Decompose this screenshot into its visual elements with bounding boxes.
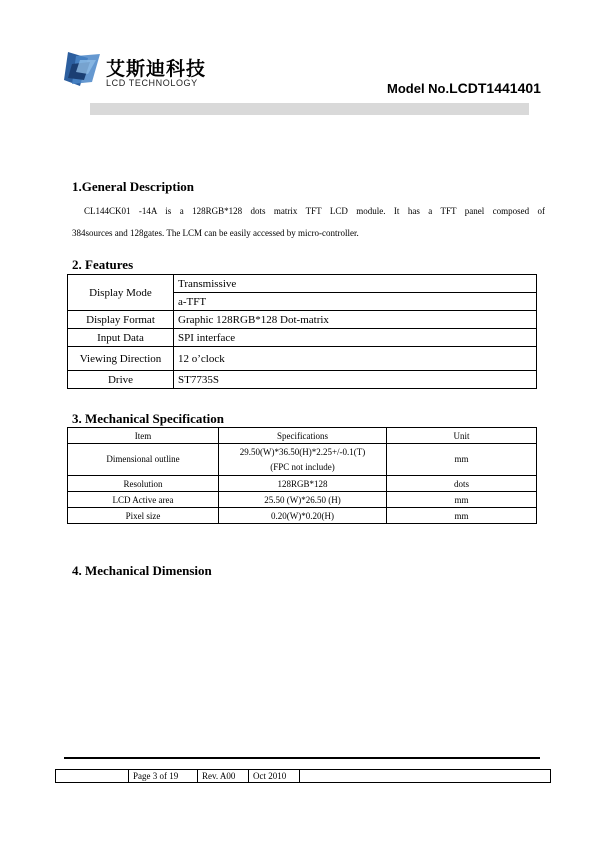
table-row: [68, 275, 537, 293]
description-line-1: CL144CK01 -14A is a 128RGB*128 dots matrix TFT LCD module. It has a TFT panel composed of: [84, 206, 545, 216]
table-row: [68, 476, 537, 492]
feature-value: 12 o’clock: [174, 347, 537, 371]
model-value: LCDT1441401: [449, 80, 541, 96]
footer-empty-cell: [56, 770, 129, 783]
spec-item: Resolution: [68, 476, 219, 492]
general-description-text: [72, 200, 545, 244]
table-header-row: [68, 428, 537, 444]
footer-page: Page 3 of 19: [129, 770, 198, 783]
model-label: Model No.: [387, 81, 450, 96]
footer-revision: Rev. A00: [198, 770, 249, 783]
column-header-unit: Unit: [387, 428, 537, 444]
header-divider-bar: [90, 103, 529, 115]
footer-table: [55, 769, 551, 783]
feature-label: Display Mode: [68, 275, 174, 311]
table-row: [68, 508, 537, 524]
spec-value-line-2: (FPC not include): [270, 461, 335, 472]
spec-value: 128RGB*128: [219, 476, 387, 492]
table-row: [56, 770, 551, 783]
spec-unit: mm: [387, 492, 537, 508]
mechanical-spec-heading: 3. Mechanical Specification: [72, 411, 225, 426]
spec-item: LCD Active area: [68, 492, 219, 508]
description-line-2: 384sources and 128gates. The LCM can be easily accessed by micro-controller.: [72, 228, 359, 238]
footer-divider: [64, 757, 540, 759]
spec-value-line-1: 29.50(W)*36.50(H)*2.25+/-0.1(T): [239, 446, 366, 457]
feature-value: SPI interface: [174, 329, 537, 347]
mechanical-spec-table: [67, 427, 537, 524]
feature-label: Viewing Direction: [68, 347, 174, 371]
spec-value: 0.20(W)*0.20(H): [219, 508, 387, 524]
feature-value: Transmissive: [174, 275, 537, 293]
features-table: [67, 274, 537, 389]
model-number: [387, 80, 541, 96]
footer-date: Oct 2010: [249, 770, 300, 783]
company-name-cn: 艾斯迪科技: [106, 58, 207, 80]
feature-value: ST7735S: [174, 371, 537, 389]
column-header-specifications: Specifications: [219, 428, 387, 444]
table-row: [68, 444, 537, 476]
feature-value: a-TFT: [174, 293, 537, 311]
company-name-en: LCD TECHNOLOGY: [106, 78, 198, 88]
spec-item: Dimensional outline: [68, 444, 219, 476]
spec-value: [219, 444, 387, 476]
feature-label: Drive: [68, 371, 174, 389]
feature-value: Graphic 128RGB*128 Dot-matrix: [174, 311, 537, 329]
spec-unit: dots: [387, 476, 537, 492]
table-row: [68, 311, 537, 329]
table-row: [68, 492, 537, 508]
spec-unit: mm: [387, 444, 537, 476]
spec-item: Pixel size: [68, 508, 219, 524]
spec-unit: mm: [387, 508, 537, 524]
table-row: [68, 329, 537, 347]
features-heading: 2. Features: [72, 257, 134, 272]
feature-label: Display Format: [68, 311, 174, 329]
spec-value: 25.50 (W)*26.50 (H): [219, 492, 387, 508]
mechanical-dimension-heading: 4. Mechanical Dimension: [72, 563, 212, 578]
feature-label: Input Data: [68, 329, 174, 347]
footer-empty-cell: [300, 770, 551, 783]
table-row: [68, 347, 537, 371]
general-description-heading: 1.General Description: [72, 179, 195, 194]
table-row: [68, 371, 537, 389]
company-logo-icon: [62, 50, 102, 90]
column-header-item: Item: [68, 428, 219, 444]
